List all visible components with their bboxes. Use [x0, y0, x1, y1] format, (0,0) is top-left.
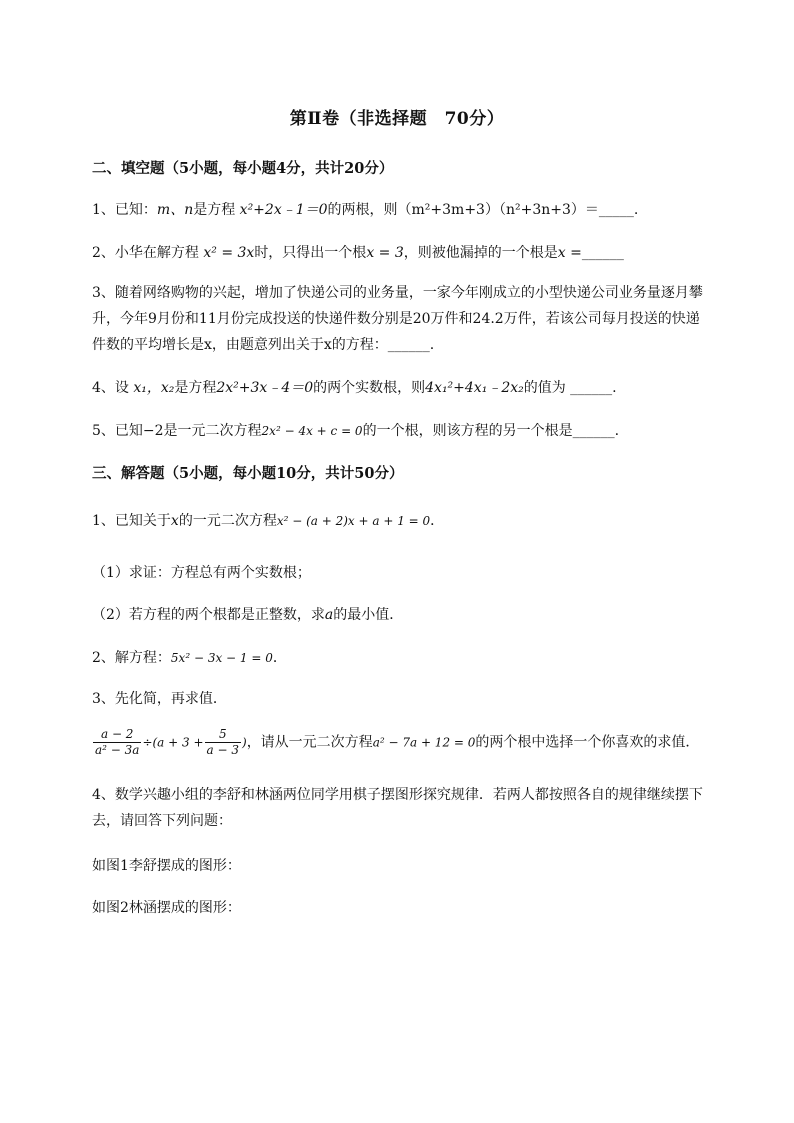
fill-blank-q1: 1、已知：m、n是方程 x²+2x﹣1＝0的两根，则（m²+3m+3）（n²+3n+3）＝_____.	[92, 202, 639, 218]
fraction-2: $\frac{5}{a - 3}$	[206, 727, 239, 757]
answer-q1: 1、已知关于x的一元二次方程x² − (a + 2)x + a + 1 = 0．	[92, 513, 445, 529]
answer-q2: 2、解方程：5x² − 3x − 1 = 0．	[92, 650, 287, 666]
fill-blank-q5: 5、已知−2是一元二次方程2x² − 4x + c = 0的一个根，则该方程的另一个根是______.	[92, 423, 620, 439]
answer-q3-expression: $\frac{a - 2}{\text{a² − 3a}}$ ÷(a + 3 + $\frac{5}{a - 3}$ )，请从一元二次方程a² − 7a + 12 = 0的两个根中选择一个你喜欢的求值．	[95, 727, 700, 757]
answer-q3: 3、先化简，再求值．	[92, 691, 227, 707]
fill-blank-q2: 2、小华在解方程 x² = 3x时，只得出一个根x = 3，则被他漏掉的一个根是x =______	[92, 245, 624, 261]
answer-q1-part1: （1）求证：方程总有两个实数根；	[92, 565, 311, 581]
page-title: 第Ⅱ卷（非选择题 70分）	[289, 109, 505, 129]
fraction-1: $\frac{a - 2}{\text{a² − 3a}}$	[95, 727, 140, 757]
section-answer-heading: 三、解答题（5小题，每小题10分，共计50分）	[92, 465, 404, 482]
answer-q1-part2: （2）若方程的两个根都是正整数，求a的最小值．	[92, 607, 404, 623]
fill-blank-q3: 3、随着网络购物的兴起，增加了快递公司的业务量，一家今年刚成立的小型快递公司业务量逐月攀升，今年9月份和11月份完成投送的快递件数分别是20万件和24.2万件，若该公司每月投送的快递件数的平均增长是x，由题意列出关于x的方程：______.	[92, 285, 703, 353]
fill-blank-q4: 4、设 x₁，x₂是方程2x²+3x﹣4＝0的两个实数根，则4x₁²+4x₁﹣2x₂的值为 ______.	[92, 380, 617, 396]
answer-q4: 4、数学兴趣小组的李舒和林涵两位同学用棋子摆图形探究规律．若两人都按照各自的规律继续摆下去，请回答下列问题：	[92, 787, 703, 829]
section-fill-blank-heading: 二、填空题（5小题，每小题4分，共计20分）	[92, 160, 394, 177]
figure-1-caption: 如图1李舒摆成的图形：	[92, 858, 241, 874]
figure-2-caption: 如图2林涵摆成的图形：	[92, 900, 241, 916]
